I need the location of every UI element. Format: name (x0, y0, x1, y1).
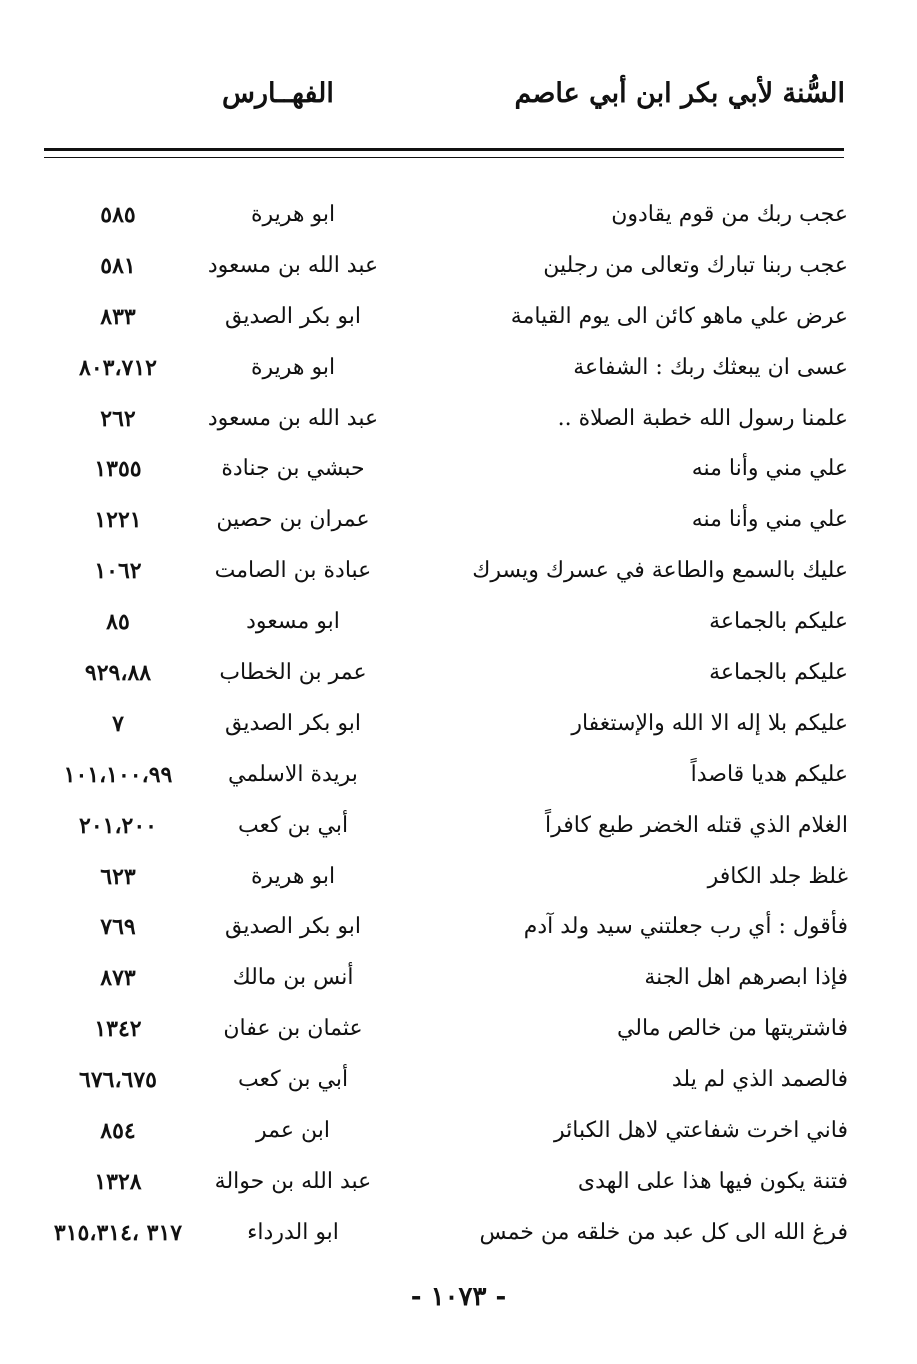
hadith-text: فرغ الله الى كل عبد من خلقه من خمس (479, 1219, 848, 1245)
narrator-name: حبشي بن جنادة (221, 456, 365, 482)
index-entry-row (30, 756, 848, 807)
index-list (30, 196, 848, 1265)
index-entry-row (30, 603, 848, 654)
hadith-text: فاشتريتها من خالص مالي (616, 1016, 848, 1042)
hadith-numbers: ٢٠١،٢٠٠ (79, 812, 157, 839)
index-entry-row (30, 1214, 848, 1265)
narrator-name: أنس بن مالك (232, 965, 354, 991)
index-entry-row (30, 1163, 848, 1214)
hadith-text: عليكم هديا قاصداً (690, 761, 848, 787)
hadith-numbers: ٢٦٢ (100, 405, 136, 432)
index-entry-row (30, 501, 848, 552)
hadith-text: فإذا ابصرهم اهل الجنة (644, 965, 848, 991)
narrator-name: ابو بكر الصديق (225, 914, 361, 940)
index-entry-row (30, 196, 848, 247)
narrator-name: عثمان بن عفان (223, 1016, 363, 1042)
index-entry-row (30, 247, 848, 298)
header-divider-thin (44, 157, 844, 158)
hadith-text: فاني اخرت شفاعتي لاهل الكبائر (554, 1118, 848, 1144)
header-divider-thick (44, 148, 844, 151)
hadith-numbers: ٥٨٥ (100, 202, 136, 228)
hadith-numbers: ١٠٦٢ (94, 558, 142, 585)
hadith-text: عليكم بلا إله الا الله والإستغفار (571, 710, 848, 736)
hadith-numbers: ٥٨١ (100, 252, 136, 279)
index-entry-row (30, 959, 848, 1010)
narrator-name: ابو هريرة (250, 202, 336, 227)
narrator-name: ابو بكر الصديق (225, 303, 361, 329)
narrator-name: عبد الله بن مسعود (207, 252, 379, 278)
narrator-name: عبادة بن الصامت (214, 558, 372, 584)
narrator-name: ابو بكر الصديق (225, 710, 361, 736)
hadith-text: الغلام الذي قتله الخضر طبع كافراً (545, 812, 848, 838)
narrator-name: عمر بن الخطاب (219, 660, 367, 686)
hadith-numbers: ٨٥ (106, 609, 130, 636)
index-entry-row (30, 807, 848, 858)
hadith-text: عليكم بالجماعة (709, 660, 848, 686)
hadith-numbers: ٨٥٤ (100, 1118, 136, 1145)
hadith-text: علي مني وأنا منه (691, 507, 848, 533)
narrator-name: أبي بن كعب (237, 1067, 349, 1093)
hadith-numbers: ١٣٢٨ (94, 1168, 142, 1195)
narrator-name: ابو الدرداء (247, 1219, 339, 1245)
narrator-name: أبي بن كعب (237, 812, 349, 838)
hadith-numbers: ٧٦٩ (100, 914, 136, 941)
hadith-numbers: ١٠١،١٠٠،٩٩ (63, 761, 173, 788)
hadith-numbers: ١٢٢١ (94, 507, 142, 534)
index-entry-row (30, 1061, 848, 1112)
hadith-text: عليك بالسمع والطاعة في عسرك ويسرك (472, 558, 848, 584)
hadith-numbers: ٩٢٩،٨٨ (84, 660, 152, 687)
page-number: - ١٠٧٣ - (410, 1282, 507, 1312)
index-entry-row (30, 908, 848, 959)
hadith-text: علمنا رسول الله خطبة الصلاة .. (557, 405, 848, 431)
narrator-name: ابو هريرة (250, 863, 336, 889)
hadith-numbers: ٨٧٣ (100, 965, 136, 992)
hadith-text: علي مني وأنا منه (691, 456, 848, 482)
hadith-numbers: ٧ (112, 710, 124, 737)
hadith-numbers: ١٣٥٥ (94, 456, 142, 483)
narrator-name: عبد الله بن مسعود (207, 405, 379, 431)
hadith-text: عسى ان يبعثك ربك : الشفاعة (573, 354, 848, 380)
hadith-numbers: ٨٠٣،٧١٢ (79, 354, 157, 381)
index-entry-row (30, 1010, 848, 1061)
narrator-name: عبد الله بن حوالة (214, 1168, 372, 1194)
narrator-name: ابو هريرة (250, 354, 336, 380)
narrator-name: ابو مسعود (246, 609, 340, 635)
narrator-name: عمران بن حصين (216, 507, 370, 533)
hadith-numbers: ١٣٤٢ (94, 1016, 142, 1043)
hadith-numbers: ٣١٧ ،٣١٥،٣١٤ (53, 1219, 183, 1246)
index-entry-row (30, 654, 848, 705)
section-title: الفهــارس (222, 78, 334, 109)
hadith-text: عليكم بالجماعة (709, 609, 848, 635)
index-entry-row (30, 450, 848, 501)
index-entry-row (30, 298, 848, 349)
hadith-text: عجب ربك من قوم يقادون (611, 202, 848, 227)
hadith-numbers: ٦٧٦،٦٧٥ (79, 1067, 157, 1094)
hadith-text: فأقول : أي رب جعلتني سيد ولد آدم (523, 914, 848, 940)
hadith-text: غلظ جلد الكافر (707, 863, 848, 889)
narrator-name: ابن عمر (256, 1118, 330, 1144)
hadith-text: عجب ربنا تبارك وتعالى من رجلين (543, 252, 848, 278)
hadith-numbers: ٦٢٣ (100, 863, 136, 890)
index-entry-row (30, 552, 848, 603)
index-entry-row (30, 705, 848, 756)
book-title: السُّنة لأبي بكر ابن أبي عاصم (514, 78, 845, 109)
index-entry-row (30, 858, 848, 909)
index-entry-row (30, 349, 848, 400)
hadith-text: عرض علي ماهو كائن الى يوم القيامة (510, 303, 848, 329)
narrator-name: بريدة الاسلمي (228, 761, 358, 787)
hadith-text: فتنة يكون فيها هذا على الهدى (577, 1168, 848, 1194)
hadith-text: فالصمد الذي لم يلد (671, 1067, 848, 1093)
index-entry-row (30, 400, 848, 451)
hadith-numbers: ٨٣٣ (100, 303, 136, 330)
index-entry-row (30, 1112, 848, 1163)
